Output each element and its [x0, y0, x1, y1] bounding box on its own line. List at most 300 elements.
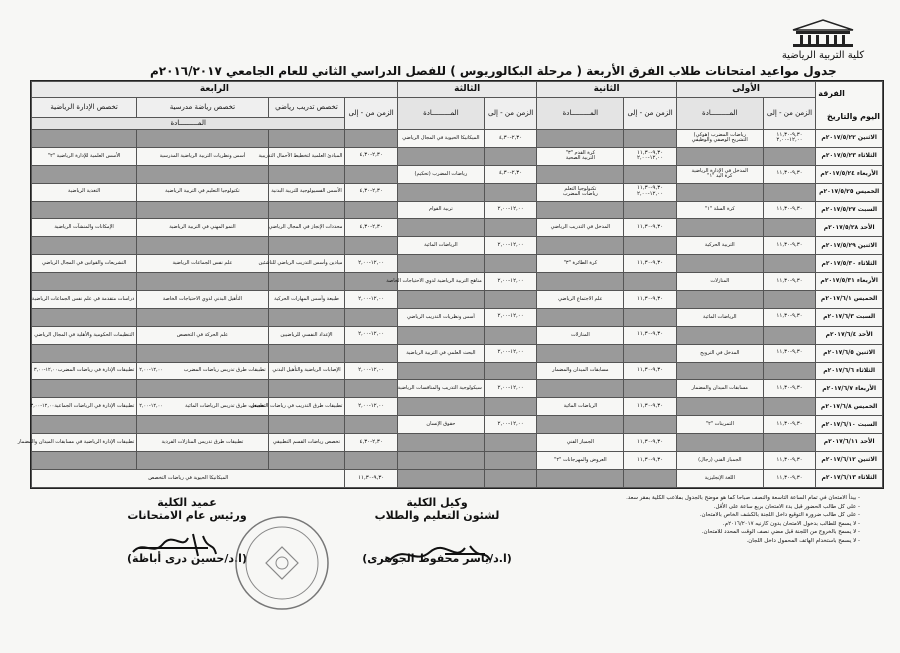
empty-time-cell — [484, 452, 537, 470]
exam-time: ١٢,٠٠-٢,٠٠ — [139, 367, 164, 374]
time-cell — [763, 469, 816, 487]
time-cell — [763, 273, 816, 291]
subject-header: المـــــــــادة — [32, 118, 345, 130]
subject-cell — [397, 130, 484, 148]
time-cell — [484, 344, 537, 362]
subject-cell — [397, 237, 484, 255]
signature-role: عميد الكلية — [157, 496, 217, 509]
empty-subject-cell — [397, 362, 484, 380]
subject-cell — [397, 344, 484, 362]
table-row — [32, 380, 883, 398]
exam-time: ٩,٣٠-١١,٣٠ — [776, 277, 803, 284]
exam-time: ٢,٣٠-٤,٣٠ — [498, 134, 523, 141]
subject-cell — [676, 308, 763, 326]
empty-subject-cell — [397, 219, 484, 237]
subject-cell — [676, 452, 763, 470]
time-cell — [624, 434, 677, 452]
subject-cell — [537, 398, 624, 416]
table-row — [32, 165, 883, 183]
empty-subject-cell — [676, 398, 763, 416]
exam-time: ٩,٣٠-١١,٣٠ — [776, 420, 803, 427]
time-cell — [624, 255, 677, 273]
exam-subject: مسابقات الميدان والمضمار — [552, 367, 609, 374]
empty-subject-cell — [537, 201, 624, 219]
subject-cell — [676, 201, 763, 219]
exam-subject: تطبيقات الإدارة في الرياضات الجماعية — [54, 403, 135, 410]
empty-subject-cell — [676, 291, 763, 309]
exam-subject: تطبيقات الإدارة في رياضات المضرب — [57, 367, 135, 374]
exam-subject: تطبيقات طرق تدريس رياضات المضرب — [183, 367, 266, 374]
empty-subject-cell — [137, 130, 268, 148]
exam-subject: كرة اليد "١" — [707, 173, 733, 180]
empty-subject-cell — [32, 130, 137, 148]
handwritten-signature-icon — [128, 530, 218, 560]
empty-time-cell — [345, 308, 398, 326]
note-item: - على كل طالب ضرورة التوقيع داخل اللجنة بالكشف الخاص بالامتحان. — [699, 512, 860, 518]
time-cell — [763, 416, 816, 434]
exam-time: ١٢,٠٠-٢,٠٠ — [358, 402, 385, 409]
empty-time-cell — [763, 183, 816, 201]
logo-text: كلية التربية الرياضية — [781, 50, 865, 61]
subject-cell: التشريعات والقوانين في المجال الرياضي — [32, 255, 137, 273]
time-cell — [345, 434, 398, 452]
empty-subject-cell — [137, 165, 268, 183]
empty-subject-cell — [268, 237, 345, 255]
exam-time: ٩,٣٠-١١,٣٠ — [776, 170, 803, 177]
subject-cell: الميكانيكا الحيوية في رياضات التخصص — [32, 469, 345, 487]
empty-time-cell — [763, 291, 816, 309]
exam-subject: كرة الطائرة "٣" — [563, 260, 598, 267]
empty-time-cell — [763, 362, 816, 380]
exam-subject: أسس ونظريات التدريب الرياضي — [407, 313, 475, 320]
exam-subject: المنازلات — [710, 277, 730, 284]
exam-subject: رياضات المضرب — [562, 191, 598, 198]
subject-cell — [537, 452, 624, 470]
empty-subject-cell — [32, 452, 137, 470]
empty-subject-cell — [397, 291, 484, 309]
table-row — [32, 255, 883, 273]
subject-cell: الأسس الفسيولوجية للتربية البدنية — [268, 183, 345, 201]
time-cell — [345, 362, 398, 380]
table-row — [32, 291, 883, 309]
exam-date: الخميس ٢٠١٧/٦/٨م — [816, 398, 883, 416]
time-cell — [763, 201, 816, 219]
exam-date: الاثنين ٢٠١٧/٦/١٢م — [816, 452, 883, 470]
empty-subject-cell — [397, 326, 484, 344]
exam-time: ١٢,٠٠-٢,٠٠ — [358, 331, 385, 338]
exam-time: ٩,٣٠-١١,٣٠ — [636, 259, 664, 266]
time-cell — [345, 398, 398, 416]
time-cell — [484, 416, 537, 434]
note-item: - لا يسمح للطالب بدخول الامتحان بدون كارنيه ٢٠١٦/٢٠١٧م. — [722, 520, 860, 527]
exam-date: الأربعاء ٢٠١٧/٥/٣١م — [816, 273, 883, 291]
exam-date: السبت ٢٠١٧/٦/١٠م — [816, 416, 883, 434]
time-cell — [763, 237, 816, 255]
empty-subject-cell — [537, 165, 624, 183]
empty-time-cell — [763, 219, 816, 237]
exam-subject: كرة السلة "١" — [704, 206, 735, 213]
time-cell — [345, 255, 398, 273]
table-row — [32, 308, 883, 326]
empty-subject-cell — [397, 452, 484, 470]
signature-role: لشئون التعليم والطلاب — [374, 509, 500, 522]
empty-subject-cell — [268, 165, 345, 183]
exam-subject: التمرينات "٢" — [705, 421, 734, 428]
empty-subject-cell — [537, 273, 624, 291]
time-cell — [345, 469, 398, 487]
empty-time-cell — [624, 380, 677, 398]
subject-cell: محددات الإنجاز في المجال الرياضي — [268, 219, 345, 237]
exam-time: ٩,٣٠-١١,٣٠ — [636, 185, 664, 192]
empty-subject-cell — [137, 237, 268, 255]
exam-subject: التربية الحركية — [704, 242, 735, 249]
exam-date: الثلاثاء ٢٠١٧/٦/٦م — [816, 362, 883, 380]
year-header-4: الرابعة — [32, 82, 398, 98]
college-logo — [768, 18, 878, 68]
time-cell — [484, 237, 537, 255]
signature-role: وكيل الكلية — [406, 496, 468, 509]
exam-date: الاثنين ٢٠١٧/٥/٢٩م — [816, 237, 883, 255]
empty-subject-cell — [268, 416, 345, 434]
subject-cell — [32, 398, 137, 416]
empty-subject-cell — [137, 416, 268, 434]
empty-time-cell — [345, 380, 398, 398]
empty-subject-cell — [676, 362, 763, 380]
exam-time: ١٢,٠٠-٢,٠٠ — [497, 385, 524, 392]
subject-cell: ميادين وأسس التدريب الرياضي للناشئين — [268, 255, 345, 273]
exam-date: الخميس ٢٠١٧/٥/٢٥م — [816, 183, 883, 201]
exam-date: الثلاثاء ٢٠١٧/٥/٢٣م — [816, 147, 883, 165]
time-cell — [624, 183, 677, 201]
time-cell — [624, 398, 677, 416]
exam-date: الخميس ٢٠١٧/٦/١م — [816, 291, 883, 309]
empty-subject-cell — [137, 380, 268, 398]
exam-date: الاثنين ٢٠١٧/٥/٢٢م — [816, 130, 883, 148]
empty-subject-cell — [268, 380, 345, 398]
empty-time-cell — [624, 237, 677, 255]
subject-cell: التغذية الرياضية — [32, 183, 137, 201]
empty-subject-cell — [397, 434, 484, 452]
table-row — [32, 201, 883, 219]
note-item: - لا يسمح باستخدام الهاتف المحمول داخل اللجان. — [746, 537, 860, 544]
exam-subject: حقوق الإنسان — [426, 421, 456, 428]
table-row — [32, 469, 883, 487]
time-cell — [345, 147, 398, 165]
empty-subject-cell — [268, 201, 345, 219]
empty-subject-cell — [137, 273, 268, 291]
subject-cell — [537, 362, 624, 380]
empty-time-cell — [345, 416, 398, 434]
exam-date: الأحد ٢٠١٧/٥/٢٨م — [816, 219, 883, 237]
empty-time-cell — [624, 469, 677, 487]
subject-cell — [397, 380, 484, 398]
empty-subject-cell — [676, 147, 763, 165]
table-row — [32, 344, 883, 362]
exam-subject: المدخل في الإدارة الرياضية — [691, 167, 749, 174]
exam-time: ٩,٣٠-١١,٣٠ — [776, 206, 803, 213]
track-header-training: تخصص تدريب رياضي — [268, 98, 345, 118]
subject-cell — [676, 237, 763, 255]
empty-subject-cell — [32, 344, 137, 362]
exam-time: ٢,٣٠-٤,٣٠ — [359, 188, 383, 195]
empty-time-cell — [345, 165, 398, 183]
subject-cell — [676, 165, 763, 183]
exam-time: ٩,٣٠-١١,٣٠ — [776, 474, 803, 481]
subject-cell: الأسس العلمية للإدارة الرياضية "٢" — [32, 147, 137, 165]
empty-subject-cell — [397, 398, 484, 416]
table-row — [32, 147, 883, 165]
note-item: - لا يسمح بالخروج من اللجنة قبل مضي نصف الوقت المحدد للامتحان. — [701, 529, 860, 535]
track-header-admin: تخصص الإدارة الرياضية — [32, 98, 137, 118]
exam-time: ٢,٣٠-٤,٣٠ — [359, 152, 383, 159]
note-item: - بيدأ الامتحان في تمام الساعة التاسعة والنصف صباحا كما هو موضح بالجدول بملاعب الكلية بمقر سعد. — [626, 495, 860, 501]
subject-cell: علم نفس الجماعات الرياضية — [137, 255, 268, 273]
time-header: الزمن من - إلى — [345, 98, 398, 130]
exam-time: ١٢,٠٠-٣,٠٠ — [30, 403, 55, 410]
exam-time: ٢,٣٠-٤,٣٠ — [359, 224, 383, 231]
table-row — [32, 130, 883, 148]
empty-time-cell — [484, 434, 537, 452]
exam-time: ٩,٣٠-١١,٣٠ — [776, 349, 803, 356]
time-cell — [345, 183, 398, 201]
empty-subject-cell — [32, 380, 137, 398]
empty-time-cell — [345, 130, 398, 148]
empty-time-cell — [484, 291, 537, 309]
subject-cell — [397, 308, 484, 326]
empty-time-cell — [484, 469, 537, 487]
exam-subject: علم الاجتماع الرياضي — [558, 295, 603, 302]
time-cell — [763, 452, 816, 470]
empty-time-cell — [345, 452, 398, 470]
table-row — [32, 362, 883, 380]
empty-time-cell — [484, 147, 537, 165]
subject-cell — [676, 380, 763, 398]
subject-cell: التنظيمات الحكومية والأهلية في المجال الرياضي — [32, 326, 137, 344]
subject-cell — [676, 273, 763, 291]
exam-subject: الرياضات المائية — [703, 313, 737, 320]
time-cell — [484, 201, 537, 219]
empty-subject-cell — [676, 434, 763, 452]
exam-time: ٩,٣٠-١١,٣٠ — [776, 313, 803, 320]
empty-subject-cell — [537, 416, 624, 434]
exam-time: ١٢,٠٠-٢,٠٠ — [358, 367, 385, 374]
empty-time-cell — [763, 434, 816, 452]
subject-cell — [137, 398, 268, 416]
time-cell — [763, 130, 816, 148]
subject-cell — [676, 469, 763, 487]
exam-time: ٩,٣٠-١١,٣٠ — [636, 402, 664, 409]
time-cell — [624, 326, 677, 344]
subject-cell: أسس ونظريات التربية الرياضية المدرسية — [137, 147, 268, 165]
subject-cell — [537, 147, 624, 165]
signature-name: (ا.د/ياسر محفوظ الجوهرى) — [362, 552, 512, 565]
empty-subject-cell — [137, 308, 268, 326]
empty-subject-cell — [397, 147, 484, 165]
exam-subject: مناهج التربية الرياضية لذوي الاحتياجات الخاصة — [386, 277, 482, 284]
time-cell — [624, 362, 677, 380]
exam-schedule-table — [17, 81, 883, 488]
subject-cell: تطبيقات الإدارة الرياضية في مسابقات الميدان والمضمار — [32, 434, 137, 452]
exam-time: ١٢,٠٠-٢,٠٠ — [358, 259, 385, 266]
exam-time: ٩,٣٠-١١,٣٠ — [636, 367, 664, 374]
official-stamp-icon — [232, 513, 332, 613]
empty-time-cell — [624, 344, 677, 362]
empty-time-cell — [624, 308, 677, 326]
empty-time-cell — [484, 362, 537, 380]
empty-subject-cell — [268, 452, 345, 470]
empty-subject-cell — [537, 308, 624, 326]
empty-time-cell — [624, 165, 677, 183]
time-cell — [624, 291, 677, 309]
subject-cell: المبادئ العلمية لتخطيط الأحمال التدريبية — [268, 147, 345, 165]
time-cell — [763, 165, 816, 183]
time-cell — [345, 326, 398, 344]
empty-time-cell — [484, 398, 537, 416]
empty-time-cell — [484, 219, 537, 237]
exam-date: الاثنين ٢٠١٧/٦/٥م — [816, 344, 883, 362]
exam-subject: الجمباز الفني (رجال) — [698, 456, 742, 463]
exam-date: الأحد ٢٠١٧/٦/٤م — [816, 326, 883, 344]
year-header-2: الثانية — [537, 82, 676, 98]
exam-date: الثلاثاء ٢٠١٧/٥/٣٠م — [816, 255, 883, 273]
subject-cell — [397, 165, 484, 183]
handwritten-signature-icon — [385, 540, 495, 568]
exam-subject: مسابقات الميدان والمضمار — [691, 385, 748, 392]
exam-subject: التشريح الوصفي والوظيفي — [691, 137, 748, 144]
exam-time: ٩,٣٠-١١,٣٠ — [358, 474, 385, 481]
exam-time: ١٢,٠٠-٢,٠٠ — [139, 403, 164, 410]
subject-cell: الإصابات الرياضية والتأهيل البدني — [268, 362, 345, 380]
exam-time: ٢,٣٠-٤,٣٠ — [498, 170, 523, 177]
time-cell — [345, 291, 398, 309]
exam-subject: تطبيقات طرق تدريس الرياضات المائية — [185, 403, 266, 410]
subject-cell — [537, 434, 624, 452]
exam-time: ٩,٣٠-١١,٣٠ — [636, 149, 664, 156]
exam-time: ١٢,٠٠-٢,٠٠ — [636, 191, 664, 198]
time-cell — [484, 308, 537, 326]
time-cell — [484, 273, 537, 291]
corner-header — [816, 82, 883, 130]
exam-subject: تربية القوام — [428, 206, 453, 213]
empty-subject-cell — [397, 183, 484, 201]
exam-date: الثلاثاء ٢٠١٧/٦/١٣م — [816, 469, 883, 487]
exam-date: السبت ٢٠١٧/٥/٢٧م — [816, 201, 883, 219]
exam-subject: الرياضات المائية — [424, 242, 458, 249]
empty-time-cell — [484, 183, 537, 201]
exam-subject: سيكولوجية التدريب والمنافسات الرياضية — [397, 385, 482, 392]
exam-time: ٩,٣٠-١١,٣٠ — [776, 456, 803, 463]
exam-subject: رياضات المضرب (هوكي) — [693, 132, 746, 139]
year-header-1: الأولى — [676, 82, 815, 98]
subject-cell: الإمكانات والمنشآت الرياضية — [32, 219, 137, 237]
exam-subject: اللغة الإنجليزية — [704, 474, 735, 481]
subject-cell: تخصص رياضات القسم التطبيقي — [268, 434, 345, 452]
exam-time: ٢,٣٠-٤,٣٠ — [359, 438, 383, 445]
subject-cell: تطبيقات طرق تدريس المنازلات الفردية — [137, 434, 268, 452]
exam-subject: كرة القدم "٣" — [565, 150, 596, 157]
table-row — [32, 273, 883, 291]
empty-subject-cell — [397, 255, 484, 273]
empty-subject-cell — [537, 344, 624, 362]
empty-subject-cell — [137, 452, 268, 470]
empty-subject-cell — [676, 255, 763, 273]
exam-subject: الجمباز الفني — [566, 438, 594, 445]
table-row — [32, 416, 883, 434]
empty-subject-cell — [32, 273, 137, 291]
exam-date: الأربعاء ٢٠١٧/٥/٢٤م — [816, 165, 883, 183]
year-header-3: الثالثة — [397, 82, 536, 98]
exam-subject: تكنولوجيا التعلم — [564, 185, 597, 192]
exam-subject: العروض والمهرجانات "٢" — [554, 456, 607, 463]
exam-subject: التربية الصحية — [565, 155, 595, 162]
subject-cell: تطبيقات طرق التدريب في رياضات التخصص — [268, 398, 345, 416]
exam-time: ١٢,٠٠-٢,٠٠ — [497, 420, 524, 427]
subject-header: المـــــــــادة — [537, 98, 624, 130]
track-header-school: تخصص رياضة مدرسية — [137, 98, 268, 118]
empty-subject-cell — [268, 130, 345, 148]
time-cell — [624, 452, 677, 470]
empty-subject-cell — [32, 237, 137, 255]
empty-time-cell — [484, 255, 537, 273]
empty-subject-cell — [32, 416, 137, 434]
exam-time: ٩,٣٠-١١,٣٠ — [776, 241, 803, 248]
exam-subject: الرياضات المائية — [563, 403, 598, 410]
table-row — [32, 237, 883, 255]
row-group-label: اليوم والتاريخ — [826, 111, 880, 121]
time-header: الزمن من - إلى — [624, 98, 677, 130]
empty-time-cell — [624, 416, 677, 434]
page-title: جدول مواعيد امتحانات طلاب الفرق الأربعة ( مرحلة البكالوريوس ) للفصل الدراسي الثاني للعام الجامعي ٢٠١٦/٢٠١٧م — [150, 64, 837, 78]
building-logo-icon — [788, 18, 858, 48]
empty-subject-cell — [537, 469, 624, 487]
subject-cell: علم الحركة في التخصص — [137, 326, 268, 344]
time-cell — [763, 380, 816, 398]
empty-subject-cell — [32, 165, 137, 183]
subject-cell — [537, 326, 624, 344]
empty-subject-cell — [397, 469, 484, 487]
empty-time-cell — [624, 130, 677, 148]
exam-time: ١٢,٠٠-٢,٠٠ — [497, 277, 524, 284]
empty-subject-cell — [137, 201, 268, 219]
exam-time: ٩,٣٠-١١,٣٠ — [636, 438, 664, 445]
table-row — [32, 326, 883, 344]
subject-cell — [676, 416, 763, 434]
empty-subject-cell — [268, 344, 345, 362]
exam-subject: رياضات المضرب (تحكيم) — [414, 170, 468, 177]
exam-subject: المدخل في الترويح — [700, 349, 740, 356]
schedule-body — [17, 130, 883, 488]
exam-time: ٩,٣٠-١١,٣٠ — [776, 385, 803, 392]
empty-subject-cell — [537, 130, 624, 148]
subject-cell — [397, 201, 484, 219]
subject-cell: الإعداد النفسي للرياضيين — [268, 326, 345, 344]
subject-cell — [386, 273, 484, 291]
exam-date: السبت ٢٠١٧/٦/٣م — [816, 308, 883, 326]
exam-subject: الميكانيكا الحيوية في المجال الرياضي — [402, 134, 480, 141]
time-cell — [763, 344, 816, 362]
exam-date: الأحد ٢٠١٧/٦/١١م — [816, 434, 883, 452]
subject-cell: التأهيل البدني لذوي الاحتياجات الخاصة — [137, 291, 268, 309]
exam-time: ٩,٣٠-١١,٣٠ — [636, 295, 664, 302]
subject-cell: تكنولوجيا التعليم في التربية الرياضية — [137, 183, 268, 201]
empty-subject-cell — [137, 344, 268, 362]
time-cell — [345, 219, 398, 237]
exam-schedule-sheet — [17, 80, 884, 489]
note-item: - على كل طالب الحضور قبل بدء الامتحان بربع ساعة على الأقل. — [713, 503, 860, 510]
empty-subject-cell — [537, 380, 624, 398]
exam-time: ٩,٣٠-١١,٣٠ — [636, 456, 664, 463]
time-cell — [624, 147, 677, 165]
